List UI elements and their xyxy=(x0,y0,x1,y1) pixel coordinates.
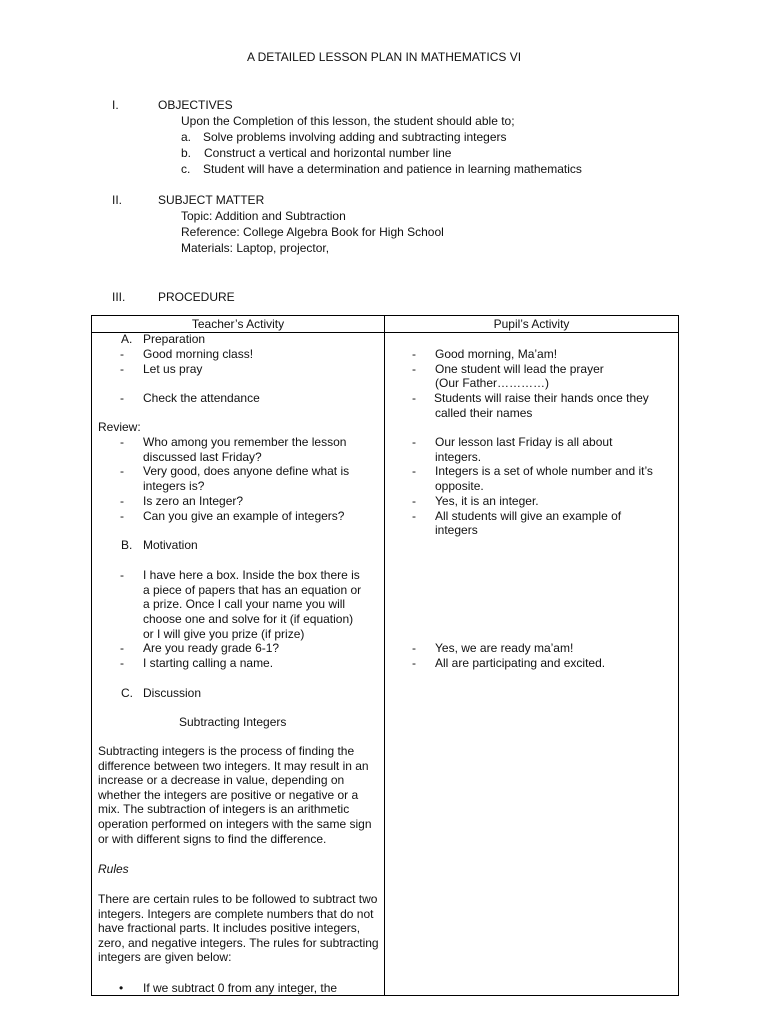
procedure-heading: PROCEDURE xyxy=(158,290,235,304)
motivation-label: Motivation xyxy=(143,538,198,552)
objective-b-text: Construct a vertical and horizontal number line xyxy=(204,146,452,160)
pupil-item: Students will raise their hands once they xyxy=(434,391,649,405)
pupil-item: Integers is a set of whole number and it’s xyxy=(435,464,653,478)
dash: - xyxy=(120,362,124,376)
dash: - xyxy=(412,362,416,376)
prep-letter: A. xyxy=(121,333,133,346)
objectives-numeral: I. xyxy=(112,98,119,112)
subject-reference: Reference: College Algebra Book for High School xyxy=(181,225,444,239)
discussion-letter: C. xyxy=(121,686,133,700)
dash: - xyxy=(120,347,124,361)
objective-c-letter: c. xyxy=(181,162,191,176)
review-item: integers is? xyxy=(143,479,205,493)
review-item: Is zero an Integer? xyxy=(143,494,244,508)
pupil-item: integers xyxy=(435,523,478,537)
pupil-item: called their names xyxy=(435,406,533,420)
pupil-item: Yes, we are ready ma’am! xyxy=(435,641,574,655)
motivation-item: or I will give you prize (if prize) xyxy=(143,627,305,641)
dash: - xyxy=(412,656,416,670)
motivation-item: I starting calling a name. xyxy=(143,656,274,670)
dash: - xyxy=(120,509,124,523)
teacher-activity-header: Teacher’s Activity xyxy=(92,316,385,333)
dash: - xyxy=(120,656,124,670)
prep-item: Good morning class! xyxy=(143,347,254,361)
pupil-item: Yes, it is an integer. xyxy=(435,494,539,508)
prep-label: Preparation xyxy=(143,333,206,346)
motivation-item: Are you ready grade 6-1? xyxy=(143,641,280,655)
review-item: Very good, does anyone define what is xyxy=(143,464,350,478)
subject-topic: Topic: Addition and Subtraction xyxy=(181,209,346,223)
review-label: Review: xyxy=(98,420,141,434)
dash: - xyxy=(120,641,124,655)
motivation-item: a prize. Once I call your name you will xyxy=(143,597,346,611)
objectives-heading: OBJECTIVES xyxy=(158,98,233,112)
discussion-subtitle: Subtracting Integers xyxy=(179,715,287,729)
teacher-activity-cell xyxy=(92,333,385,996)
dash: - xyxy=(120,391,124,405)
motivation-item: I have here a box. Inside the box there is xyxy=(143,568,360,582)
objective-a-text: Solve problems involving adding and subtracting integers xyxy=(203,130,507,144)
dash: - xyxy=(412,435,416,449)
motivation-letter: B. xyxy=(121,538,133,552)
dash: - xyxy=(412,391,416,405)
rule-bullet-text: If we subtract 0 from any integer, the xyxy=(143,981,338,995)
procedure-numeral: III. xyxy=(112,290,126,304)
bullet-icon: • xyxy=(119,981,124,995)
pupil-item: integers. xyxy=(435,450,482,464)
dash: - xyxy=(412,641,416,655)
rules-paragraph: There are certain rules to be followed to subtract two integers. Integers are complete numbers that do not have fractional parts. It includes positive integers, zero, and negative integers. The rules for subtracting integers are given below: xyxy=(98,892,379,965)
pupil-item: All are participating and excited. xyxy=(435,656,606,670)
pupil-activity-cell xyxy=(385,333,679,996)
dash: - xyxy=(412,347,416,361)
dash: - xyxy=(412,464,416,478)
objective-c-text: Student will have a determination and patience in learning mathematics xyxy=(203,162,582,176)
review-item: Who among you remember the lesson xyxy=(143,435,347,449)
pupil-item: Good morning, Ma’am! xyxy=(435,347,558,361)
subject-matter-numeral: II. xyxy=(112,193,123,207)
motivation-item: choose one and solve for it (if equation) xyxy=(143,612,354,626)
review-item: Can you give an example of integers? xyxy=(143,509,345,523)
dash: - xyxy=(120,464,124,478)
pupil-item: Our lesson last Friday is all about xyxy=(435,435,613,449)
motivation-item: a piece of papers that has an equation or xyxy=(143,583,362,597)
prep-item: Let us pray xyxy=(143,362,203,376)
subject-matter-heading: SUBJECT MATTER xyxy=(158,193,265,207)
discussion-paragraph: Subtracting integers is the process of finding the difference between two integers. It may result in an increase or a decrease in value, depending on whether the integers are positive or negative or a mix. The subtraction of integers is an arithmetic operation performed on integers with the same sign or with different signs to find the difference. xyxy=(98,744,372,846)
subject-materials: Materials: Laptop, projector, xyxy=(181,241,330,255)
dash: - xyxy=(120,568,124,582)
objective-a-letter: a. xyxy=(181,130,192,144)
procedure-table xyxy=(91,315,679,996)
pupil-item: opposite. xyxy=(435,479,484,493)
dash: - xyxy=(120,494,124,508)
discussion-label: Discussion xyxy=(143,686,202,700)
pupil-activity-header: Pupil’s Activity xyxy=(385,316,679,333)
objectives-intro: Upon the Completion of this lesson, the student should able to; xyxy=(181,114,515,128)
pupil-item: One student will lead the prayer xyxy=(435,362,604,376)
review-item: discussed last Friday? xyxy=(143,450,262,464)
dash: - xyxy=(412,494,416,508)
pupil-item: All students will give an example of xyxy=(435,509,622,523)
prep-item: Check the attendance xyxy=(143,391,260,405)
rules-label: Rules xyxy=(98,862,129,876)
document-title: A DETAILED LESSON PLAN IN MATHEMATICS VI xyxy=(246,50,522,64)
objective-b-letter: b. xyxy=(181,146,192,160)
dash: - xyxy=(412,509,416,523)
pupil-item: (Our Father…………) xyxy=(435,376,550,390)
dash: - xyxy=(120,435,124,449)
